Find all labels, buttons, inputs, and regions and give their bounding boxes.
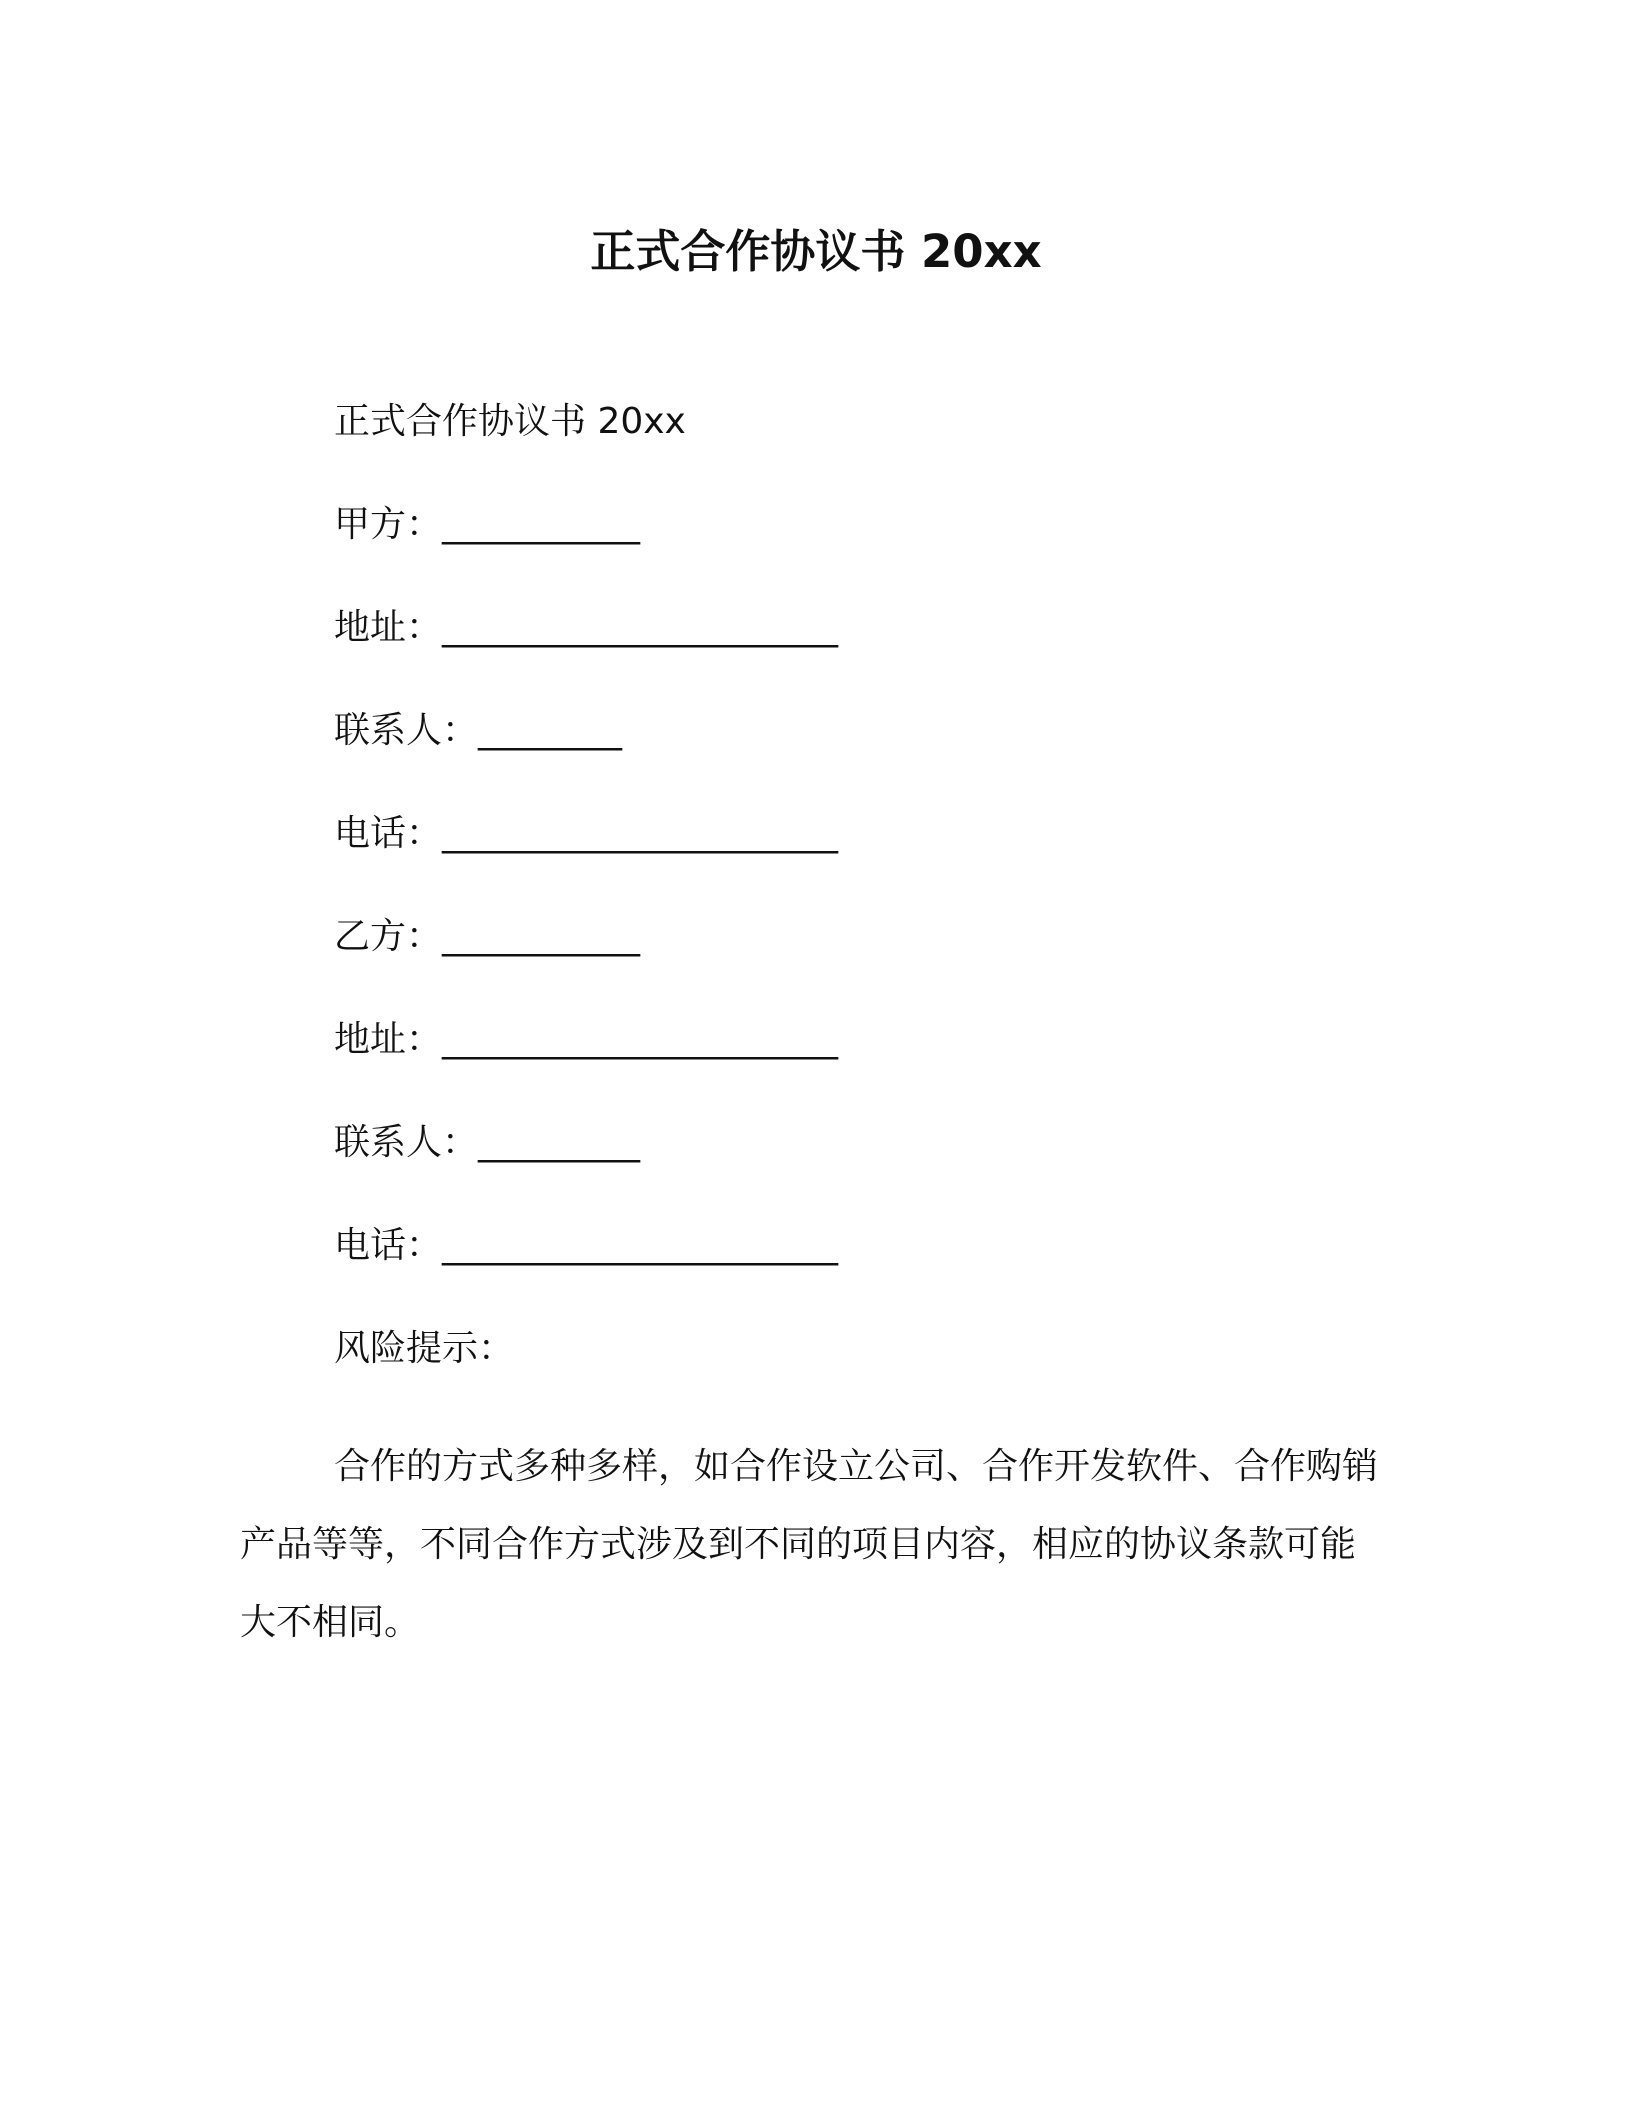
party-b-field xyxy=(334,913,640,961)
field-blank: ______________________ xyxy=(442,1019,839,1060)
party-a-address-field xyxy=(334,604,838,652)
field-blank: ______________________ xyxy=(442,607,839,648)
field-label: 甲方： xyxy=(334,504,443,545)
field-label: 地址： xyxy=(334,607,443,648)
field-label: 联系人： xyxy=(334,1122,479,1163)
field-blank: _________ xyxy=(478,1122,641,1163)
party-a-contact-field xyxy=(334,707,622,755)
field-label: 地址： xyxy=(334,1019,443,1060)
field-label: 乙方： xyxy=(334,916,443,957)
document-title: 正式合作协议书 20xx xyxy=(590,225,1042,278)
risk-paragraph: 合作的方式多种多样，如合作设立公司、合作开发软件、合作购销产品等等，不同合作方式涉及到不同的项目内容，相应的协议条款可能大不相同。 xyxy=(240,1446,1379,1643)
field-blank: ______________________ xyxy=(442,1225,839,1266)
party-b-phone-field xyxy=(334,1222,838,1270)
party-b-address-field xyxy=(334,1016,838,1064)
party-b-contact-field xyxy=(334,1119,640,1167)
field-blank: ______________________ xyxy=(442,813,839,854)
field-blank: ________ xyxy=(478,710,623,751)
party-a-field xyxy=(334,501,640,549)
field-blank: ___________ xyxy=(442,916,641,957)
document-subtitle: 正式合作协议书 20xx xyxy=(334,401,686,442)
field-label: 电话： xyxy=(334,1225,443,1266)
party-a-phone-field xyxy=(334,810,838,858)
risk-heading: 风险提示： xyxy=(334,1328,515,1369)
field-label: 联系人： xyxy=(334,710,479,751)
field-label: 电话： xyxy=(334,813,443,854)
field-blank: ___________ xyxy=(442,504,641,545)
